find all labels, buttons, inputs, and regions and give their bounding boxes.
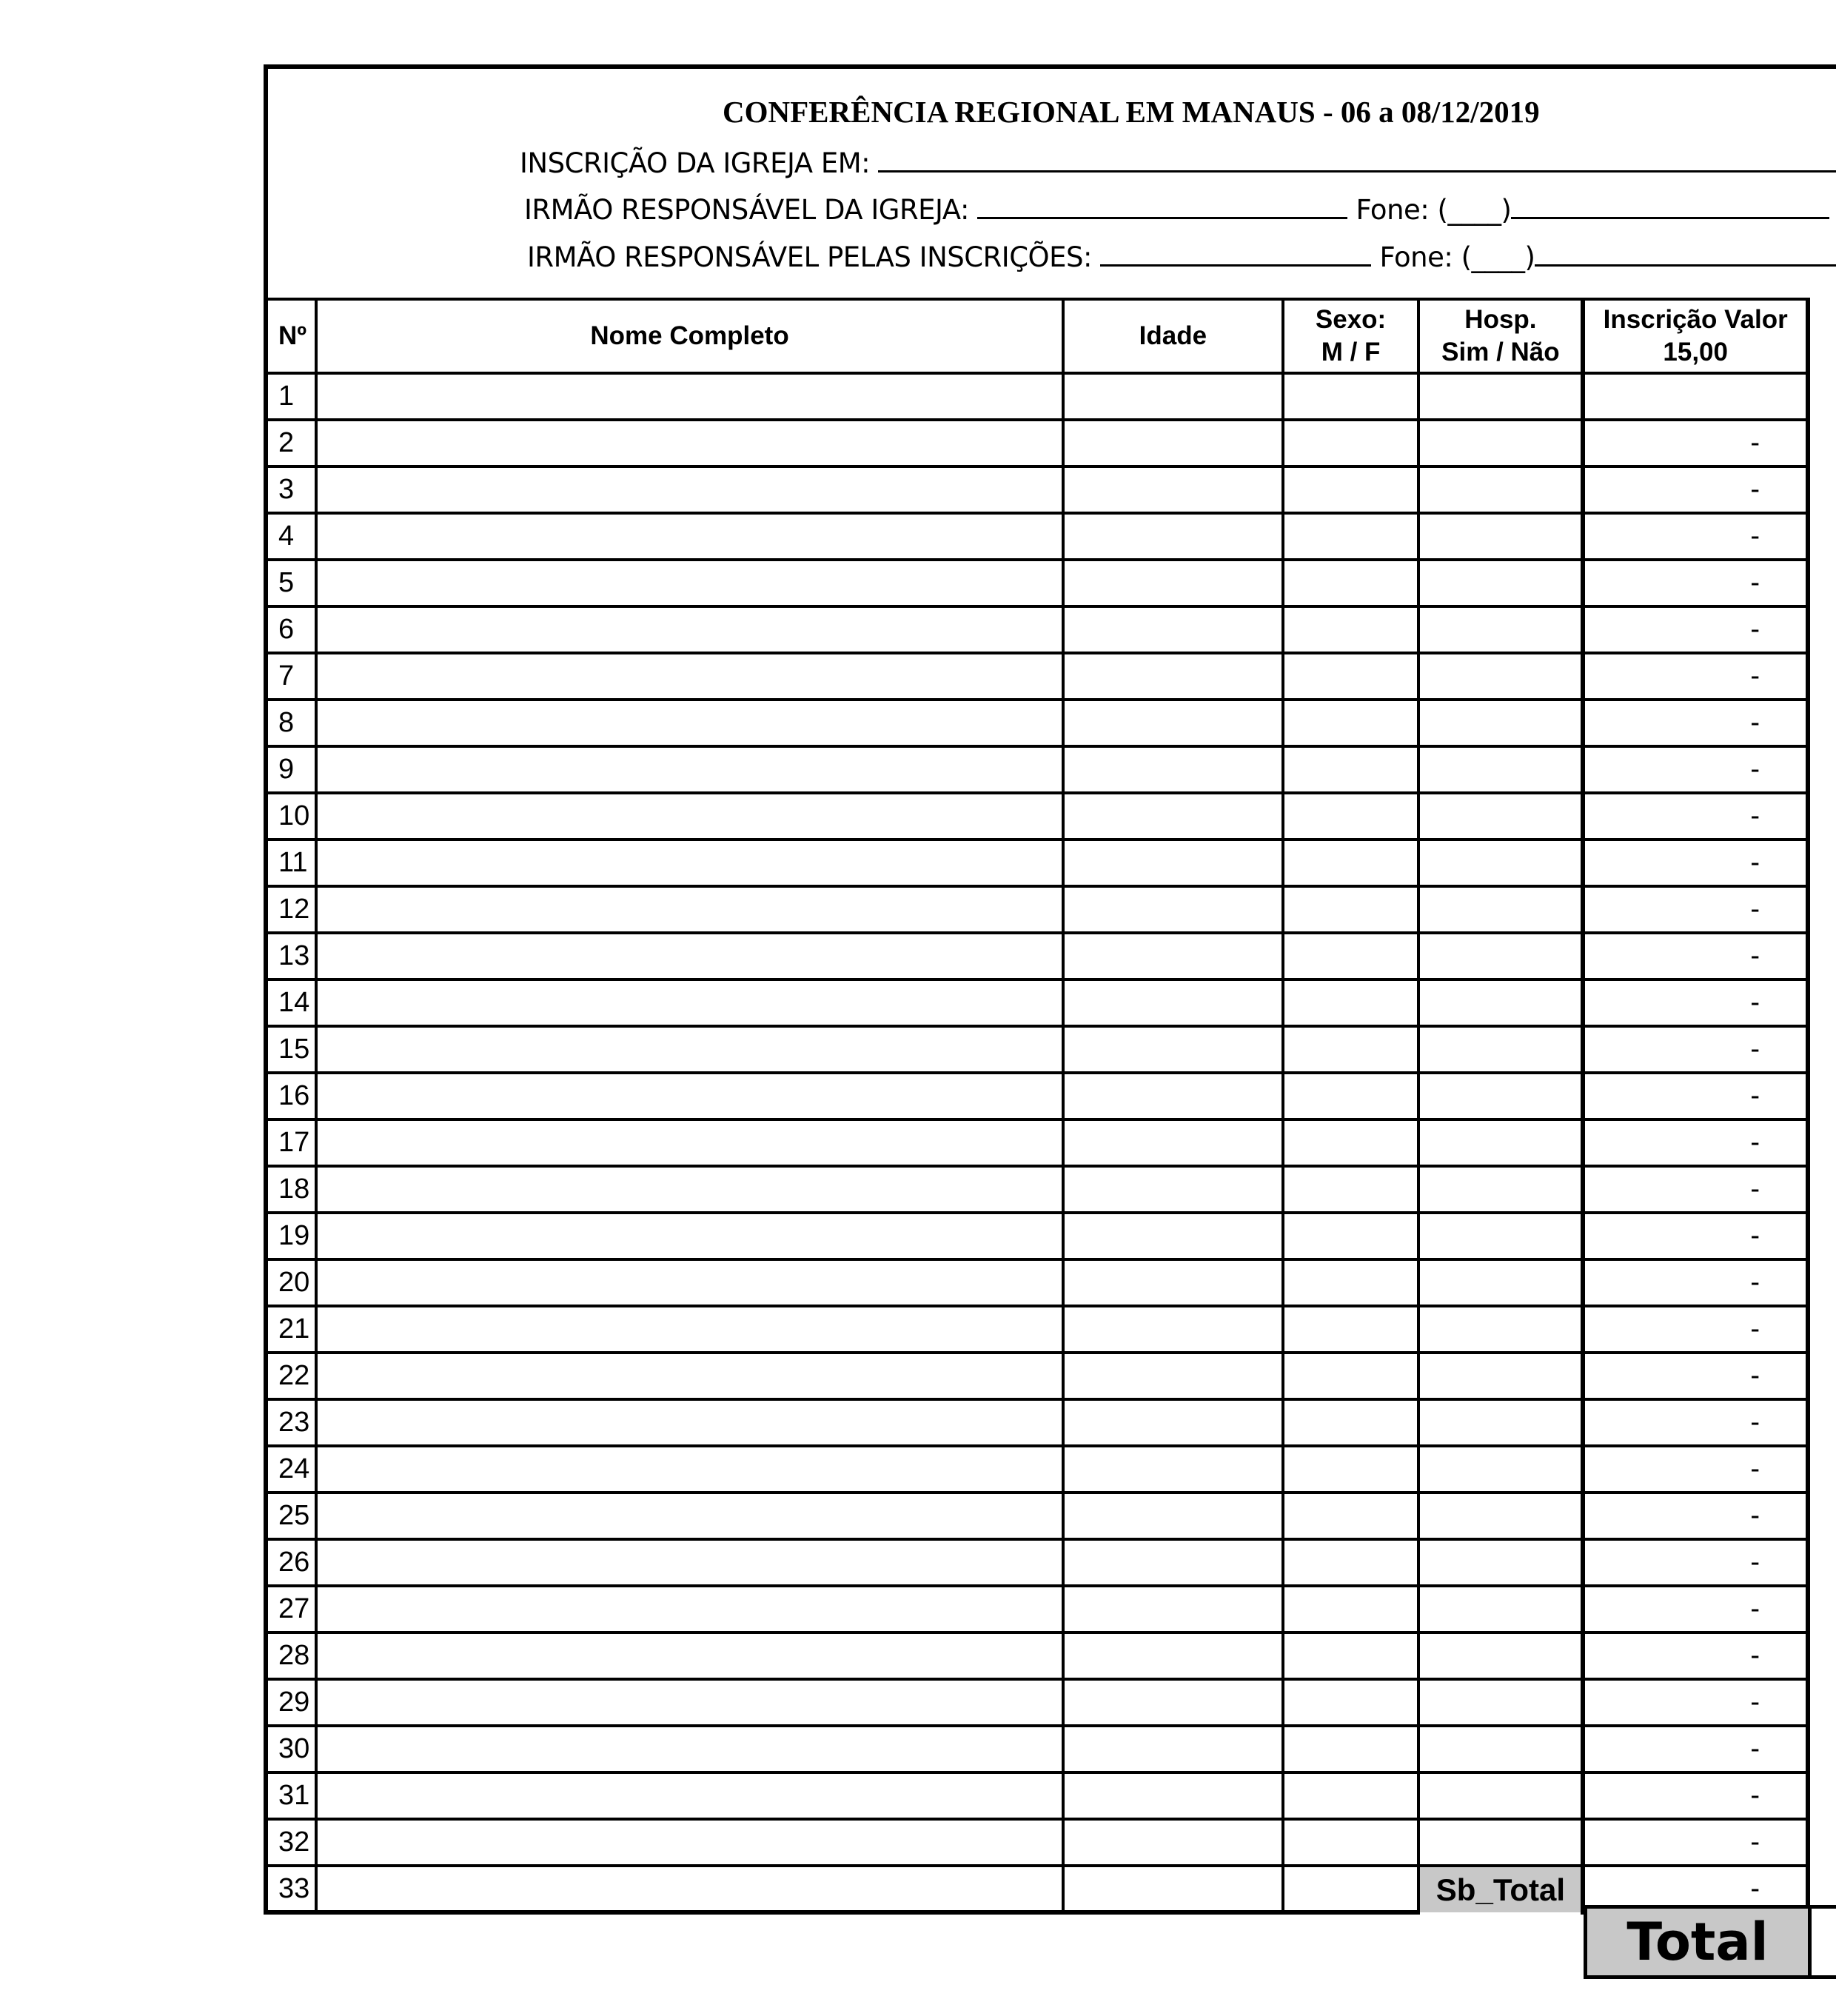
row-number: 28 [266,1632,316,1679]
edge-cell [1808,1726,1836,1772]
fee-cell: - [1583,979,1808,1026]
lodging-cell[interactable] [1418,1073,1583,1119]
edge-cell [1808,1586,1836,1632]
row-number: 16 [266,1073,316,1119]
edge-cell [1808,653,1836,700]
sex-cell[interactable] [1283,1679,1419,1726]
name-cell[interactable] [316,1259,1063,1306]
sex-cell[interactable] [1283,653,1419,700]
edge-cell [1808,1213,1836,1259]
lodging-cell[interactable] [1418,1306,1583,1353]
name-cell[interactable] [316,560,1063,606]
name-cell[interactable] [316,373,1063,420]
edge-cell [1808,1259,1836,1306]
lodging-cell[interactable] [1418,560,1583,606]
table-row [266,840,1836,886]
table-row [266,1353,1836,1399]
name-cell[interactable] [316,653,1063,700]
name-cell[interactable] [316,1632,1063,1679]
registrations-responsible-phone-field[interactable] [1535,239,1836,267]
lodging-cell[interactable] [1418,700,1583,746]
row-number: 15 [266,1026,316,1073]
sex-cell[interactable] [1283,700,1419,746]
table-row [266,373,1836,420]
subtotal-label: Sb_Total [1418,1866,1583,1912]
edge-cell [1808,1446,1836,1493]
fee-cell: - [1583,1306,1808,1353]
fee-cell: - [1583,700,1808,746]
table-row [266,793,1836,840]
sex-cell[interactable] [1283,1073,1419,1119]
fee-cell: - [1583,466,1808,513]
row-number: 27 [266,1586,316,1632]
age-cell[interactable] [1063,1353,1283,1399]
lodging-cell[interactable] [1418,420,1583,466]
name-cell[interactable] [316,1353,1063,1399]
church-responsible-label: IRMÃO RESPONSÁVEL DA IGREJA: [524,194,969,226]
name-cell[interactable] [316,793,1063,840]
lodging-cell[interactable] [1418,840,1583,886]
table-row [266,1073,1836,1119]
church-field[interactable] [878,145,1836,173]
edge-cell [1808,840,1836,886]
table-row [266,1586,1836,1632]
row-number: 14 [266,979,316,1026]
fee-cell: - [1583,1632,1808,1679]
name-cell[interactable] [316,979,1063,1026]
edge-cell [1808,606,1836,653]
table-row [266,653,1836,700]
col-header-fee [1583,299,1808,373]
fee-cell: - [1583,606,1808,653]
lodging-cell[interactable] [1418,653,1583,700]
name-cell[interactable] [316,1446,1063,1493]
edge-cell [1808,979,1836,1026]
row-number: 3 [266,466,316,513]
age-cell[interactable] [1063,1586,1283,1632]
fee-cell: - [1583,1399,1808,1446]
sex-cell[interactable] [1283,1353,1419,1399]
row-number: 21 [266,1306,316,1353]
name-cell[interactable] [316,1026,1063,1073]
lodging-cell[interactable] [1418,1399,1583,1446]
edge-cell [1808,513,1836,560]
sex-cell[interactable] [1283,1726,1419,1772]
name-cell[interactable] [316,840,1063,886]
lodging-cell[interactable] [1418,1493,1583,1539]
lodging-cell[interactable] [1418,979,1583,1026]
fee-cell: - [1583,1866,1808,1912]
fee-cell: - [1583,1539,1808,1586]
edge-cell [1808,1119,1836,1166]
row-number: 13 [266,933,316,979]
sex-cell[interactable] [1283,373,1419,420]
lodging-cell[interactable] [1418,466,1583,513]
name-cell[interactable] [316,1586,1063,1632]
registration-table [264,298,1836,1915]
fee-cell: - [1583,1026,1808,1073]
lodging-cell[interactable] [1418,373,1583,420]
age-cell[interactable] [1063,653,1283,700]
age-cell[interactable] [1063,1772,1283,1819]
name-cell[interactable] [316,1539,1063,1586]
church-responsible-field[interactable] [977,192,1347,219]
table-row [266,1166,1836,1213]
fee-cell: - [1583,1259,1808,1306]
name-cell[interactable] [316,1119,1063,1166]
lodging-cell[interactable] [1418,1539,1583,1586]
age-cell[interactable] [1063,1679,1283,1726]
row-number: 1 [266,373,316,420]
fee-cell: - [1583,1213,1808,1259]
edge-cell [1808,1819,1836,1866]
age-cell[interactable] [1063,979,1283,1026]
sex-cell[interactable] [1283,746,1419,793]
edge-cell [1808,1679,1836,1726]
sex-cell[interactable] [1283,1819,1419,1866]
row-number: 8 [266,700,316,746]
sex-cell[interactable] [1283,466,1419,513]
sex-cell[interactable] [1283,933,1419,979]
row-number: 29 [266,1679,316,1726]
edge-cell [1808,1166,1836,1213]
age-cell[interactable] [1063,1446,1283,1493]
age-cell[interactable] [1063,933,1283,979]
fee-cell: - [1583,793,1808,840]
fee-cell: - [1583,746,1808,793]
edge-cell [1808,466,1836,513]
col-header-sex-line1: Sexo: [1315,305,1387,334]
name-cell[interactable] [316,1772,1063,1819]
table-row [266,1772,1836,1819]
sex-cell[interactable] [1283,1259,1419,1306]
lodging-cell[interactable] [1418,933,1583,979]
fee-cell: - [1583,1119,1808,1166]
age-cell[interactable] [1063,1073,1283,1119]
col-header-edge [1808,299,1836,373]
table-row [266,513,1836,560]
age-cell[interactable] [1063,513,1283,560]
age-cell[interactable] [1063,1726,1283,1772]
lodging-cell[interactable] [1418,606,1583,653]
edge-cell [1808,700,1836,746]
col-header-lodging-line2: Sim / Não [1441,338,1560,366]
age-cell[interactable] [1063,1493,1283,1539]
fee-cell: - [1583,513,1808,560]
sex-cell[interactable] [1283,1166,1419,1213]
registrations-responsible-phone-label: Fone: (____) [1379,241,1535,273]
age-cell[interactable] [1063,560,1283,606]
row-number: 2 [266,420,316,466]
name-cell[interactable] [316,606,1063,653]
age-cell[interactable] [1063,886,1283,933]
sex-cell[interactable] [1283,420,1419,466]
lodging-cell[interactable] [1418,886,1583,933]
edge-cell [1808,886,1836,933]
table-row [266,560,1836,606]
registrations-responsible-field[interactable] [1100,239,1371,267]
lodging-cell[interactable] [1418,1632,1583,1679]
sex-cell[interactable] [1283,1399,1419,1446]
total-value [1812,1905,1836,1979]
table-row [266,746,1836,793]
row-number: 9 [266,746,316,793]
age-cell[interactable] [1063,1213,1283,1259]
table-row [266,1306,1836,1353]
row-number: 11 [266,840,316,886]
sex-cell[interactable] [1283,560,1419,606]
row-number: 5 [266,560,316,606]
name-cell[interactable] [316,1493,1063,1539]
edge-cell [1808,1493,1836,1539]
table-row [266,1632,1836,1679]
row-number: 22 [266,1353,316,1399]
row-number: 4 [266,513,316,560]
row-number: 7 [266,653,316,700]
sex-cell[interactable] [1283,1119,1419,1166]
table-row [266,886,1836,933]
lodging-cell[interactable] [1418,1772,1583,1819]
row-number: 24 [266,1446,316,1493]
lodging-cell[interactable] [1418,513,1583,560]
fee-cell: - [1583,1446,1808,1493]
sex-cell[interactable] [1283,793,1419,840]
edge-cell [1808,420,1836,466]
age-cell[interactable] [1063,606,1283,653]
table-row [266,933,1836,979]
sex-cell[interactable] [1283,1213,1419,1259]
table-row [266,1259,1836,1306]
fee-cell: - [1583,933,1808,979]
age-cell[interactable] [1063,746,1283,793]
fee-cell: - [1583,1726,1808,1772]
table-row [266,1819,1836,1866]
lodging-cell[interactable] [1418,1166,1583,1213]
row-number: 23 [266,1399,316,1446]
lodging-cell[interactable] [1418,793,1583,840]
sex-cell[interactable] [1283,1866,1419,1912]
table-row [266,979,1836,1026]
lodging-cell[interactable] [1418,746,1583,793]
name-cell[interactable] [316,886,1063,933]
age-cell[interactable] [1063,1026,1283,1073]
fee-cell: - [1583,560,1808,606]
name-cell[interactable] [316,746,1063,793]
edge-cell [1808,793,1836,840]
fee-cell: - [1583,420,1808,466]
row-number: 18 [266,1166,316,1213]
age-cell[interactable] [1063,420,1283,466]
age-cell[interactable] [1063,1119,1283,1166]
fee-cell: - [1583,1772,1808,1819]
sex-cell[interactable] [1283,1493,1419,1539]
sex-cell[interactable] [1283,1632,1419,1679]
edge-cell [1808,1353,1836,1399]
edge-cell [1808,1632,1836,1679]
table-row [266,1539,1836,1586]
table-row [266,700,1836,746]
age-cell[interactable] [1063,1632,1283,1679]
table-row [266,466,1836,513]
edge-cell [1808,560,1836,606]
age-cell[interactable] [1063,466,1283,513]
fee-cell: - [1583,1353,1808,1399]
sex-cell[interactable] [1283,840,1419,886]
row-number: 12 [266,886,316,933]
name-cell[interactable] [316,1726,1063,1772]
row-number: 31 [266,1772,316,1819]
sex-cell[interactable] [1283,513,1419,560]
edge-cell [1808,933,1836,979]
edge-cell [1808,1539,1836,1586]
lodging-cell[interactable] [1418,1446,1583,1493]
age-cell[interactable] [1063,1399,1283,1446]
col-header-fee-line1: Inscrição Valor [1603,305,1788,334]
table-row [266,1446,1836,1493]
name-cell[interactable] [316,1819,1063,1866]
fee-cell: - [1583,1166,1808,1213]
table-row [266,1213,1836,1259]
sex-cell[interactable] [1283,979,1419,1026]
row-number: 26 [266,1539,316,1586]
sex-cell[interactable] [1283,1306,1419,1353]
registrations-responsible-line [527,239,1836,273]
church-responsible-line [524,192,1829,226]
edge-cell [1808,1026,1836,1073]
fee-cell: - [1583,840,1808,886]
table-row [266,606,1836,653]
name-cell[interactable] [316,700,1063,746]
sex-cell[interactable] [1283,606,1419,653]
lodging-cell[interactable] [1418,1586,1583,1632]
fee-cell: - [1583,886,1808,933]
sex-cell[interactable] [1283,1772,1419,1819]
lodging-cell[interactable] [1418,1353,1583,1399]
row-number: 33 [266,1866,316,1912]
name-cell[interactable] [316,1166,1063,1213]
age-cell[interactable] [1063,373,1283,420]
fee-cell: - [1583,1073,1808,1119]
edge-cell [1808,1399,1836,1446]
table-row [266,1119,1836,1166]
table-row [266,1026,1836,1073]
age-cell[interactable] [1063,1306,1283,1353]
lodging-cell[interactable] [1418,1679,1583,1726]
edge-cell [1808,746,1836,793]
col-header-number: Nº [266,299,316,373]
fee-cell: - [1583,653,1808,700]
row-number: 17 [266,1119,316,1166]
sex-cell[interactable] [1283,1539,1419,1586]
registration-form [264,64,1836,1972]
form-header [264,64,1836,298]
col-header-fee-line2: 15,00 [1663,338,1728,366]
row-number: 20 [266,1259,316,1306]
fee-cell: - [1583,1679,1808,1726]
name-cell[interactable] [316,466,1063,513]
table-header-row [266,299,1836,373]
table-row [266,1493,1836,1539]
age-cell[interactable] [1063,1166,1283,1213]
col-header-lodging [1418,299,1583,373]
age-cell[interactable] [1063,700,1283,746]
church-label: INSCRIÇÃO DA IGREJA EM: [520,147,871,179]
lodging-cell[interactable] [1418,1119,1583,1166]
name-cell[interactable] [316,420,1063,466]
name-cell[interactable] [316,1399,1063,1446]
name-cell[interactable] [316,1306,1063,1353]
row-number: 19 [266,1213,316,1259]
table-row [266,1726,1836,1772]
fee-cell: - [1583,1819,1808,1866]
age-cell[interactable] [1063,1866,1283,1912]
age-cell[interactable] [1063,1259,1283,1306]
row-number: 32 [266,1819,316,1866]
name-cell[interactable] [316,1679,1063,1726]
col-header-age: Idade [1063,299,1283,373]
table-row [266,420,1836,466]
edge-cell [1808,373,1836,420]
registrations-responsible-label: IRMÃO RESPONSÁVEL PELAS INSCRIÇÕES: [527,241,1092,273]
table-row [266,1679,1836,1726]
church-responsible-phone-field[interactable] [1511,192,1829,219]
lodging-cell[interactable] [1418,1213,1583,1259]
lodging-cell[interactable] [1418,1726,1583,1772]
name-cell[interactable] [316,1866,1063,1912]
col-header-sex-line2: M / F [1321,338,1381,366]
lodging-cell[interactable] [1418,1259,1583,1306]
name-cell[interactable] [316,1073,1063,1119]
name-cell[interactable] [316,1213,1063,1259]
lodging-cell[interactable] [1418,1026,1583,1073]
row-number: 10 [266,793,316,840]
col-header-lodging-line1: Hosp. [1464,305,1537,334]
edge-cell [1808,1073,1836,1119]
age-cell[interactable] [1063,1539,1283,1586]
church-line [520,145,1836,179]
name-cell[interactable] [316,933,1063,979]
age-cell[interactable] [1063,793,1283,840]
age-cell[interactable] [1063,1819,1283,1866]
fee-cell [1583,373,1808,420]
sex-cell[interactable] [1283,886,1419,933]
fee-cell: - [1583,1493,1808,1539]
name-cell[interactable] [316,513,1063,560]
sex-cell[interactable] [1283,1026,1419,1073]
sex-cell[interactable] [1283,1446,1419,1493]
row-number: 6 [266,606,316,653]
edge-cell [1808,1306,1836,1353]
form-title: CONFERÊNCIA REGIONAL EM MANAUS - 06 a 08/12/2019 [723,95,1540,129]
row-number: 25 [266,1493,316,1539]
church-responsible-phone-label: Fone: (____) [1356,194,1512,226]
lodging-cell[interactable] [1418,1819,1583,1866]
edge-cell [1808,1772,1836,1819]
table-row [266,1399,1836,1446]
fee-cell: - [1583,1586,1808,1632]
col-header-name: Nome Completo [316,299,1063,373]
col-header-sex [1283,299,1419,373]
sex-cell[interactable] [1283,1586,1419,1632]
row-number: 30 [266,1726,316,1772]
total-label: Total [1584,1905,1812,1979]
age-cell[interactable] [1063,840,1283,886]
